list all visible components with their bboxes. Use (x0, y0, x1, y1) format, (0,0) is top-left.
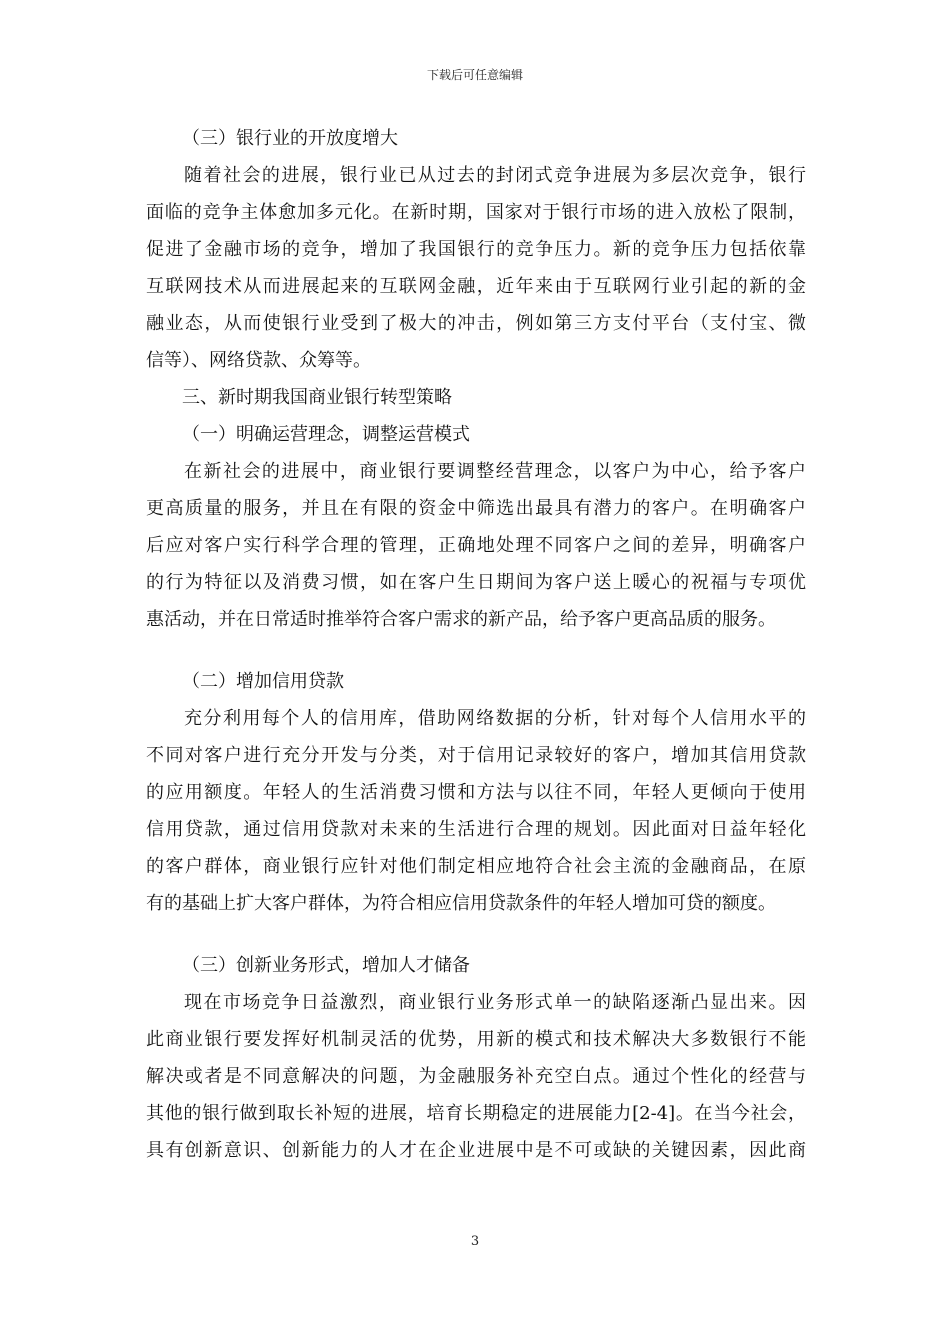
paragraph-line: 的应用额度。年轻人的生活消费习惯和方法与以往不同，年轻人更倾向于使用 (146, 782, 806, 803)
section-heading: 三、新时期我国商业银行转型策略 (182, 387, 452, 408)
section-heading: （二）增加信用贷款 (182, 671, 344, 692)
paragraph-line: 不同对客户进行充分开发与分类，对于信用记录较好的客户，增加其信用贷款 (146, 745, 806, 766)
paragraph-line: 解决或者是不同意解决的问题，为金融服务补充空白点。通过个性化的经营与 (146, 1066, 806, 1087)
section-heading: （三）银行业的开放度增大 (182, 128, 398, 149)
section-heading: （一）明确运营理念，调整运营模式 (182, 424, 470, 445)
paragraph-line: 在新社会的进展中，商业银行要调整经营理念，以客户为中心，给予客户 (184, 461, 806, 482)
paragraph-line: 现在市场竞争日益激烈，商业银行业务形式单一的缺陷逐渐凸显出来。因 (184, 992, 806, 1013)
paragraph-line: 惠活动，并在日常适时推举符合客户需求的新产品，给予客户更高品质的服务。 (146, 609, 776, 630)
paragraph-line: 信用贷款，通过信用贷款对未来的生活进行合理的规划。因此面对日益年轻化 (146, 819, 806, 840)
section-heading: （三）创新业务形式，增加人才储备 (182, 955, 470, 976)
paragraph-line: 后应对客户实行科学合理的管理，正确地处理不同客户之间的差异，明确客户 (146, 535, 806, 556)
paragraph-line: 的客户群体，商业银行应针对他们制定相应地符合社会主流的金融商品，在原 (146, 856, 806, 877)
paragraph-line: 此商业银行要发挥好机制灵活的优势，用新的模式和技术解决大多数银行不能 (146, 1029, 806, 1050)
paragraph-line: 随着社会的进展，银行业已从过去的封闭式竞争进展为多层次竞争，银行 (184, 165, 806, 186)
paragraph-line: 有的基础上扩大客户群体，为符合相应信用贷款条件的年轻人增加可贷的额度。 (146, 893, 776, 914)
paragraph-line: 更高质量的服务，并且在有限的资金中筛选出最具有潜力的客户。在明确客户 (146, 498, 806, 519)
paragraph-line: 面临的竞争主体愈加多元化。在新时期，国家对于银行市场的进入放松了限制， (146, 202, 806, 223)
paragraph-line: 具有创新意识、创新能力的人才在企业进展中是不可或缺的关键因素，因此商 (146, 1140, 806, 1161)
paragraph-line: 互联网技术从而进展起来的互联网金融，近年来由于互联网行业引起的新的金 (146, 276, 806, 297)
paragraph-gap (146, 922, 806, 947)
page-header: 下载后可任意编辑 (426, 68, 523, 82)
paragraph-line: 信等）、网络贷款、众筹等。 (146, 350, 371, 371)
paragraph-line: 融业态，从而使银行业受到了极大的冲击，例如第三方支付平台（支付宝、微 (146, 313, 806, 334)
page-number: 3 (470, 1234, 480, 1249)
document-body (146, 120, 806, 1169)
paragraph-gap (146, 638, 806, 663)
paragraph-line: 其他的银行做到取长补短的进展，培育长期稳定的进展能力[2-4]。在当今社会， (146, 1103, 806, 1124)
paragraph-line: 充分利用每个人的信用库，借助网络数据的分析，针对每个人信用水平的 (184, 708, 806, 729)
paragraph-line: 促进了金融市场的竞争，增加了我国银行的竞争压力。新的竞争压力包括依靠 (146, 239, 806, 260)
paragraph-line: 的行为特征以及消费习惯，如在客户生日期间为客户送上暖心的祝福与专项优 (146, 572, 806, 593)
